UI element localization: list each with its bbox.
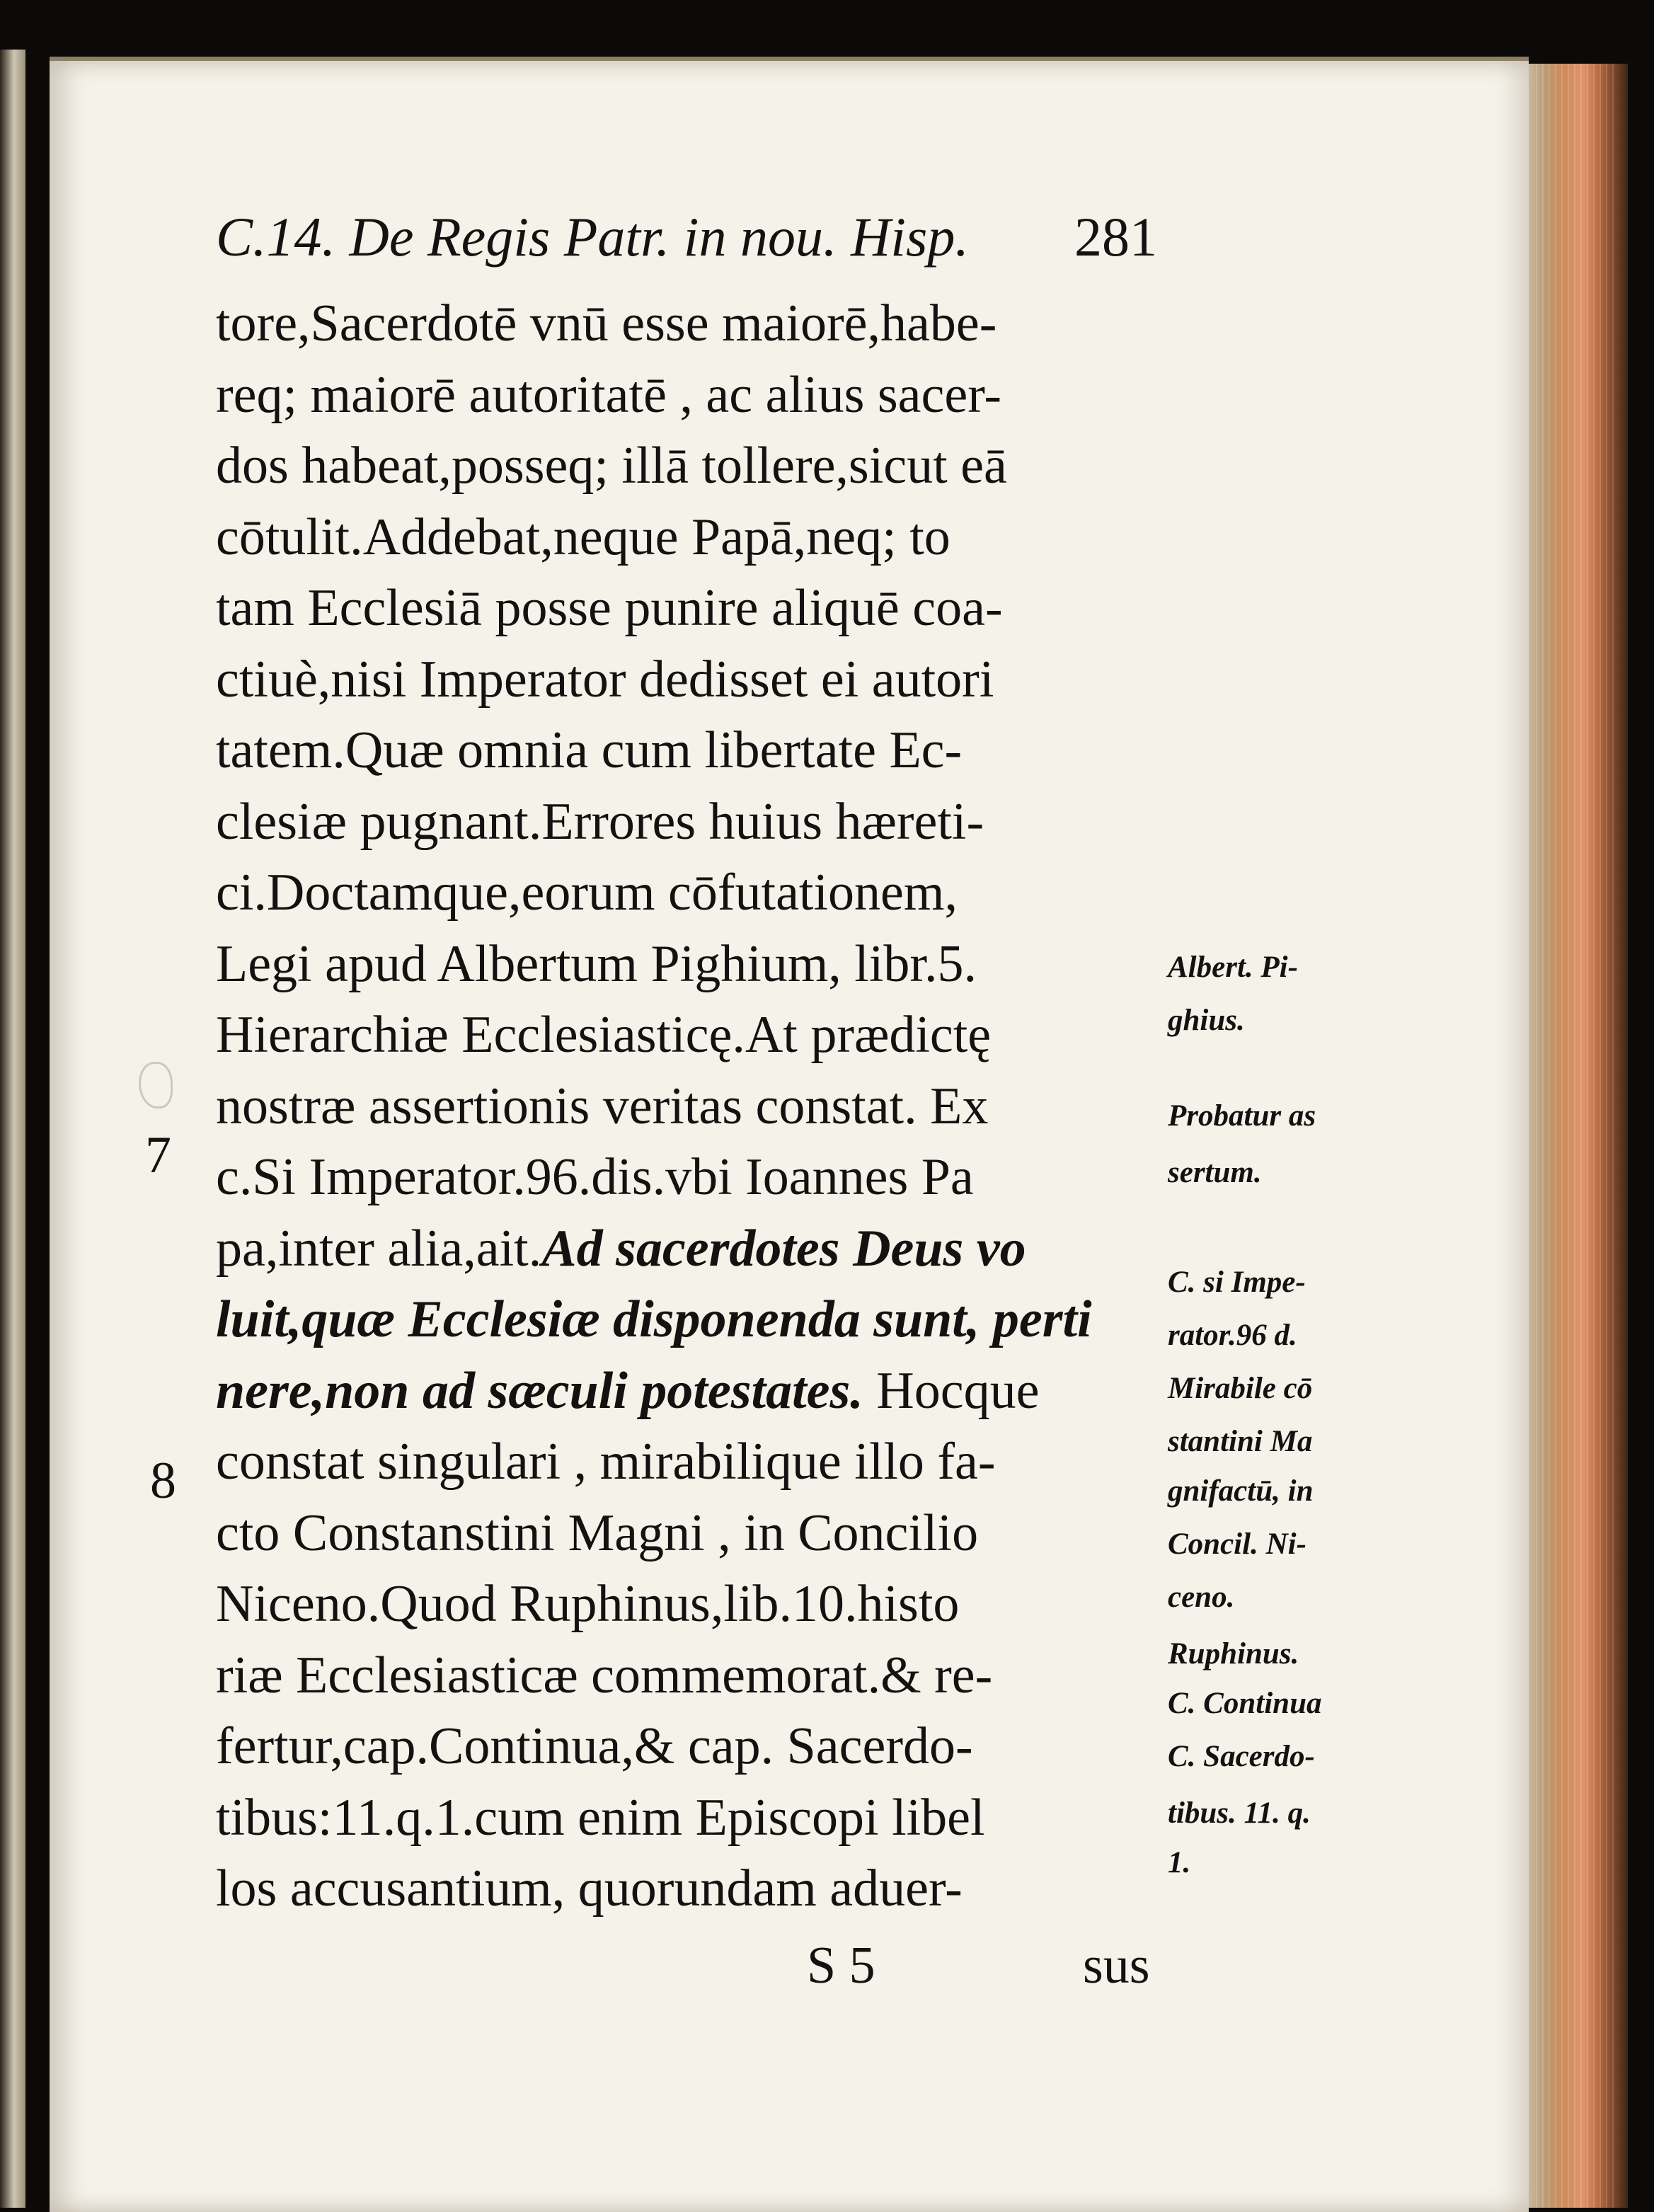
roman-run: nostræ assertionis veritas constat. Ex	[216, 1077, 989, 1135]
margin-note: ceno.	[1168, 1581, 1235, 1614]
margin-note: rator.96 d.	[1168, 1319, 1297, 1352]
roman-run: ci.Doctamque,eorum cōfutationem,	[216, 864, 958, 922]
roman-run: tibus:11.q.1.cum enim Episcopi libel	[216, 1788, 985, 1847]
text-line	[216, 1717, 1157, 1775]
roman-run: pa,inter alia,ait.	[216, 1219, 542, 1278]
roman-run: tore,Sacerdotē vnū esse maiorē,habe-	[216, 294, 997, 353]
text-line	[216, 1503, 1157, 1562]
roman-run: riæ Ecclesiasticæ commemorat.& re-	[216, 1646, 993, 1704]
text-line	[216, 365, 1157, 424]
roman-run: Hocque	[863, 1361, 1040, 1420]
roman-run: dos habeat,posseq; illā tollere,sicut eā	[216, 437, 1007, 495]
text-line	[216, 294, 1157, 353]
margin-note: gnifactū, in	[1168, 1474, 1314, 1508]
page-block-lines	[1536, 64, 1614, 2208]
margin-note: C. Sacerdo-	[1168, 1740, 1315, 1773]
page-number: 281	[1074, 206, 1157, 268]
margin-note: ghius.	[1168, 1004, 1245, 1037]
text-line	[216, 864, 1157, 922]
roman-run: cōtulit.Addebat,neque Papā,neq; to	[216, 508, 951, 566]
margin-note: Ruphinus.	[1168, 1637, 1299, 1671]
text-line	[216, 1219, 1157, 1278]
margin-number: 8	[150, 1452, 176, 1510]
roman-run: c.Si Imperator.96.dis.vbi Ioannes Pa	[216, 1148, 974, 1206]
margin-note: Concil. Ni-	[1168, 1528, 1306, 1561]
roman-run: cto Constanstini Magni , in Concilio	[216, 1503, 979, 1562]
text-line	[216, 1646, 1157, 1704]
margin-note: sertum.	[1168, 1156, 1262, 1189]
text-line	[216, 1077, 1157, 1135]
roman-run: Legi apud Albertum Pighium, libr.5.	[216, 934, 977, 993]
text-line	[216, 650, 1157, 709]
text-line	[216, 792, 1157, 851]
roman-run: req; maiorē autoritatē , ac alius sacer-	[216, 365, 1001, 424]
roman-run: Niceno.Quod Ruphinus,lib.10.histo	[216, 1575, 960, 1633]
text-line	[216, 934, 1157, 993]
roman-run: constat singulari , mirabilique illo fa-	[216, 1433, 996, 1491]
margin-note: C. Continua	[1168, 1687, 1322, 1720]
margin-note: Mirabile cō	[1168, 1372, 1313, 1405]
text-line	[216, 1575, 1157, 1633]
margin-note: 1.	[1168, 1846, 1191, 1879]
text-line	[216, 1290, 1157, 1348]
previous-page-edge	[0, 50, 25, 2208]
margin-number: 7	[145, 1126, 171, 1184]
roman-run: tam Ecclesiā posse punire aliquē coa-	[216, 579, 1003, 637]
roman-run: los accusantium, quorundam aduer-	[216, 1859, 963, 1918]
margin-note: tibus. 11. q.	[1168, 1796, 1311, 1830]
text-line	[216, 1788, 1157, 1847]
roman-run: clesiæ pugnant.Errores huius hæreti-	[216, 792, 984, 851]
catchword: sus	[1083, 1937, 1150, 1995]
margin-note: C. si Impe-	[1168, 1266, 1306, 1299]
roman-run: ctiuè,nisi Imperator dedisset ei autori	[216, 650, 994, 709]
text-line	[216, 721, 1157, 779]
signature-mark: S 5	[807, 1937, 875, 1995]
italic-run: Ad sacerdotes Deus vo	[541, 1219, 1026, 1278]
text-line	[216, 1433, 1157, 1491]
italic-run: luit,quæ Ecclesiæ disponenda sunt, perti	[216, 1290, 1092, 1348]
margin-note: Probatur as	[1168, 1099, 1316, 1133]
roman-run: fertur,cap.Continua,& cap. Sacerdo-	[216, 1717, 973, 1775]
running-head	[216, 205, 1157, 276]
text-line	[216, 1006, 1157, 1064]
ink-stain	[139, 1062, 173, 1108]
margin-note: Albert. Pi-	[1168, 951, 1298, 984]
margin-note: stantini Ma	[1168, 1425, 1313, 1458]
text-line	[216, 1361, 1157, 1420]
running-head-title: C.14. De Regis Patr. in nou. Hisp.	[216, 206, 969, 268]
text-line	[216, 1859, 1157, 1918]
text-line	[216, 508, 1157, 566]
roman-run: tatem.Quæ omnia cum libertate Ec-	[216, 721, 963, 779]
text-line	[216, 579, 1157, 637]
italic-run: nere,non ad sæculi potestates.	[216, 1361, 863, 1420]
text-line	[216, 1148, 1157, 1206]
roman-run: Hierarchiæ Ecclesiasticę.At prædictę	[216, 1006, 992, 1064]
text-line	[216, 437, 1157, 495]
